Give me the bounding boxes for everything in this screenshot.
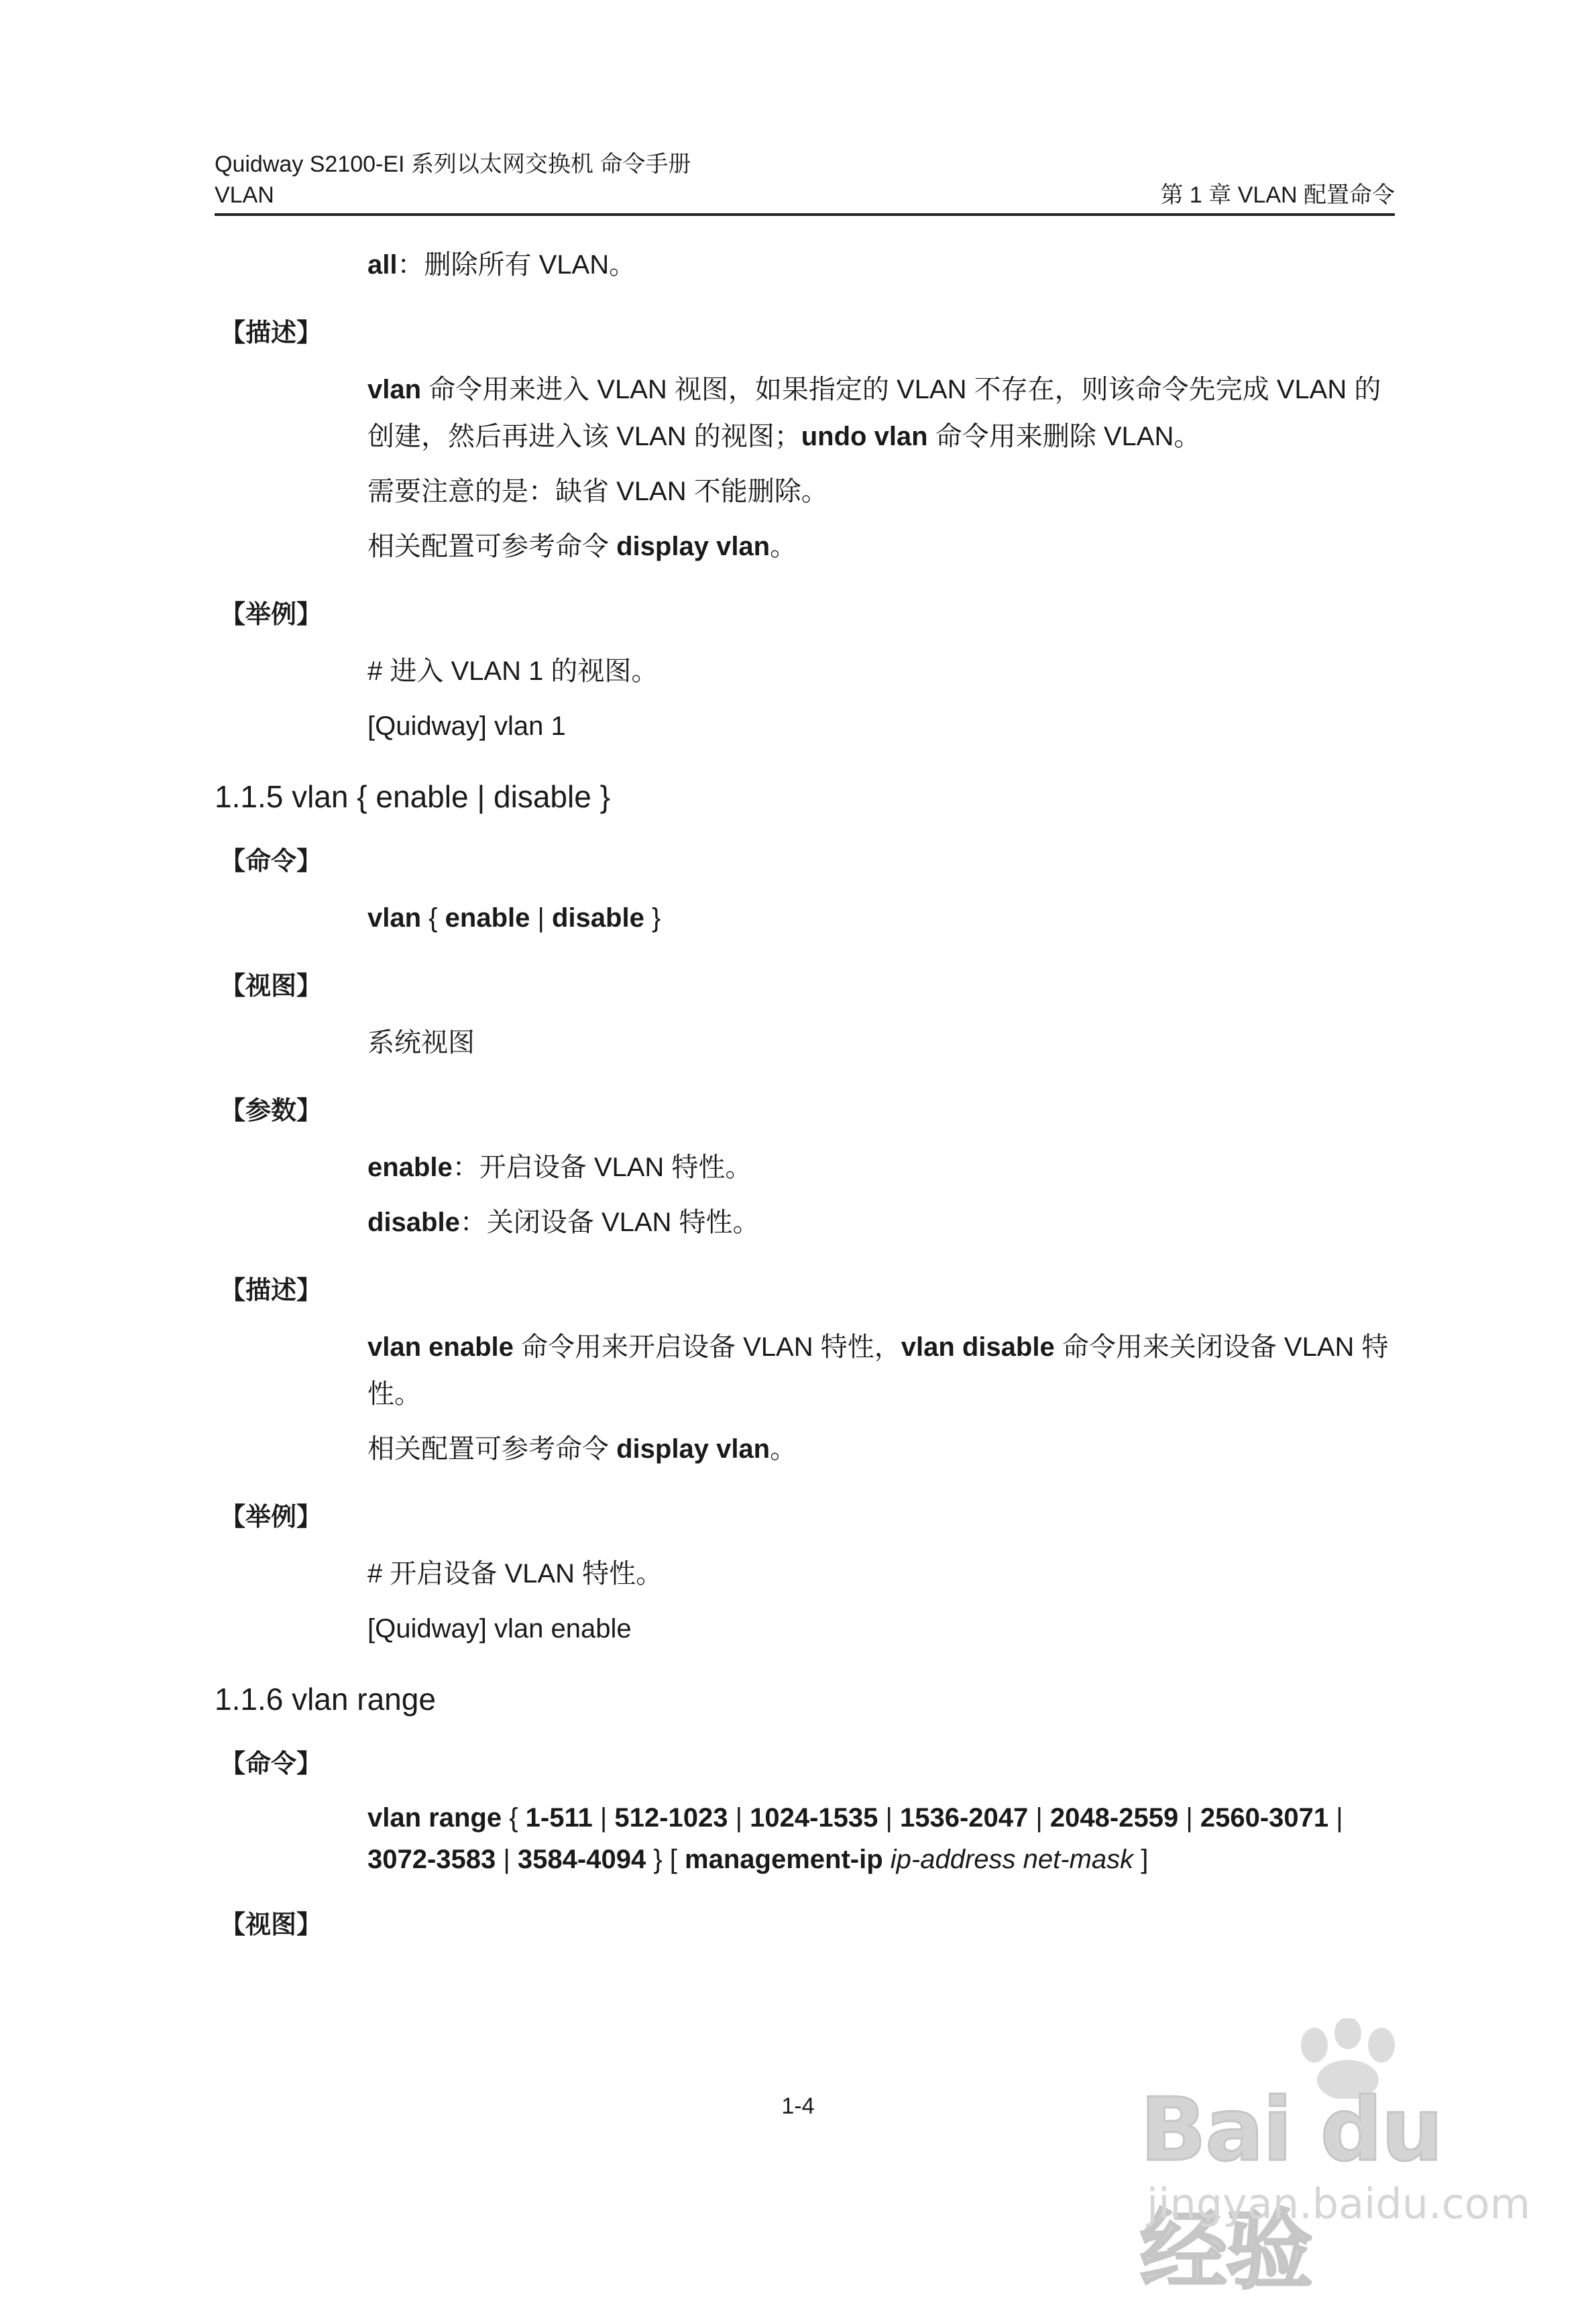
example-comment: # 进入 VLAN 1 的视图。 bbox=[367, 656, 659, 686]
syntax-sep: | bbox=[1328, 1803, 1343, 1833]
label-example: 【举例】 bbox=[220, 601, 323, 629]
cmd-keyword: vlan enable bbox=[367, 1332, 514, 1362]
syntax-sep: { bbox=[502, 1803, 526, 1833]
baidu-jingyan-watermark bbox=[1140, 2018, 1556, 2301]
range-option: 3584-4094 bbox=[517, 1845, 646, 1874]
ref-end: 。 bbox=[770, 1434, 797, 1464]
param-term: all bbox=[367, 250, 398, 280]
range-option: 512-1023 bbox=[614, 1803, 728, 1833]
cmd-keyword: vlan bbox=[367, 903, 422, 933]
syntax-sep: { bbox=[421, 903, 445, 933]
description-paragraph bbox=[367, 366, 1395, 460]
syntax-sep: ] bbox=[1133, 1845, 1149, 1874]
cmd-keyword: display vlan bbox=[616, 532, 771, 561]
header-chapter: 第 1 章 VLAN 配置命令 bbox=[1160, 182, 1395, 208]
note-paragraph: 需要注意的是：缺省 VLAN 不能删除。 bbox=[367, 477, 828, 506]
syntax-sep: | bbox=[496, 1845, 518, 1874]
reference-paragraph bbox=[367, 523, 1395, 570]
param-text: ：开启设备 VLAN 特性。 bbox=[452, 1153, 752, 1182]
range-option: 3072-3583 bbox=[367, 1845, 496, 1874]
desc-text: 命令用来开启设备 VLAN 特性， bbox=[513, 1332, 901, 1362]
range-option: 1024-1535 bbox=[750, 1803, 878, 1833]
cmd-keyword: vlan bbox=[367, 375, 422, 404]
syntax-sep: } bbox=[644, 903, 661, 933]
page-body bbox=[215, 241, 1395, 1943]
param-disable bbox=[367, 1199, 1395, 1246]
page-header bbox=[215, 149, 1395, 211]
desc-text: 命令用来进入 VLAN 视图，如果指定的 VLAN 不存在，则该命令先完成 VLAN 的创建，然后再进入该 VLAN 的视图； bbox=[367, 375, 1381, 451]
param-term: disable bbox=[367, 1208, 460, 1237]
syntax-sep: | bbox=[1028, 1803, 1050, 1833]
header-section-left: VLAN bbox=[215, 182, 274, 208]
label-view: 【视图】 bbox=[220, 972, 323, 1000]
section-heading: 1.1.6 vlan range bbox=[215, 1682, 436, 1717]
label-example: 【举例】 bbox=[220, 1503, 323, 1532]
example-code: [Quidway] vlan enable bbox=[367, 1614, 632, 1644]
ref-text: 相关配置可参考命令 bbox=[367, 1434, 617, 1464]
cmd-keyword: enable bbox=[445, 903, 530, 933]
cmd-keyword: vlan disable bbox=[901, 1332, 1055, 1362]
label-description: 【描述】 bbox=[220, 319, 323, 347]
range-option: 2560-3071 bbox=[1200, 1803, 1329, 1833]
param-all bbox=[367, 241, 1395, 288]
cmd-keyword: vlan range bbox=[367, 1803, 502, 1833]
label-description: 【描述】 bbox=[220, 1277, 323, 1305]
desc-text: 命令用来关闭设备 VLAN 特性。 bbox=[367, 1332, 1389, 1409]
syntax-sep: | bbox=[728, 1803, 750, 1833]
syntax-sep: | bbox=[1178, 1803, 1200, 1833]
ref-text: 相关配置可参考命令 bbox=[367, 532, 617, 561]
desc-text: 命令用来删除 VLAN。 bbox=[927, 422, 1201, 451]
cmd-argument: ip-address net-mask bbox=[890, 1845, 1134, 1874]
header-rule bbox=[215, 213, 1395, 216]
page-number: 1-4 bbox=[781, 2093, 815, 2119]
syntax-sep: | bbox=[530, 903, 552, 933]
label-parameters: 【参数】 bbox=[220, 1097, 323, 1125]
cmd-keyword: display vlan bbox=[616, 1434, 771, 1464]
range-option: 1536-2047 bbox=[900, 1803, 1029, 1833]
section-heading: 1.1.5 vlan { enable | disable } bbox=[215, 779, 610, 814]
range-option: 2048-2559 bbox=[1049, 1803, 1179, 1833]
cmd-keyword: management-ip bbox=[685, 1845, 883, 1874]
cmd-keyword: undo vlan bbox=[801, 422, 928, 451]
syntax-sep bbox=[883, 1845, 891, 1874]
document-title: Quidway S2100-EI 系列以太网交换机 命令手册 bbox=[215, 152, 691, 177]
param-text: ：删除所有 VLAN。 bbox=[397, 250, 636, 280]
label-command: 【命令】 bbox=[220, 1750, 323, 1778]
watermark-url: jingyan.baidu.com bbox=[1147, 2179, 1531, 2228]
view-text: 系统视图 bbox=[367, 1028, 475, 1057]
command-syntax bbox=[367, 895, 1395, 941]
ref-end: 。 bbox=[770, 532, 797, 561]
syntax-sep: } [ bbox=[646, 1845, 685, 1874]
example-comment: # 开启设备 VLAN 特性。 bbox=[367, 1559, 663, 1589]
syntax-sep: | bbox=[592, 1803, 615, 1833]
label-command: 【命令】 bbox=[220, 848, 323, 876]
reference-paragraph bbox=[367, 1426, 1395, 1473]
syntax-sep: | bbox=[878, 1803, 900, 1833]
cmd-keyword: disable bbox=[551, 903, 644, 933]
range-option: 1-511 bbox=[525, 1803, 593, 1833]
param-text: ：关闭设备 VLAN 特性。 bbox=[459, 1208, 760, 1237]
param-term: enable bbox=[367, 1153, 453, 1182]
description-paragraph bbox=[367, 1324, 1395, 1418]
param-enable bbox=[367, 1144, 1395, 1191]
command-syntax bbox=[367, 1797, 1395, 1880]
label-view: 【视图】 bbox=[220, 1911, 323, 1939]
watermark-brand: Bai du 经验 bbox=[1140, 2079, 1442, 2301]
example-code: [Quidway] vlan 1 bbox=[367, 711, 566, 741]
